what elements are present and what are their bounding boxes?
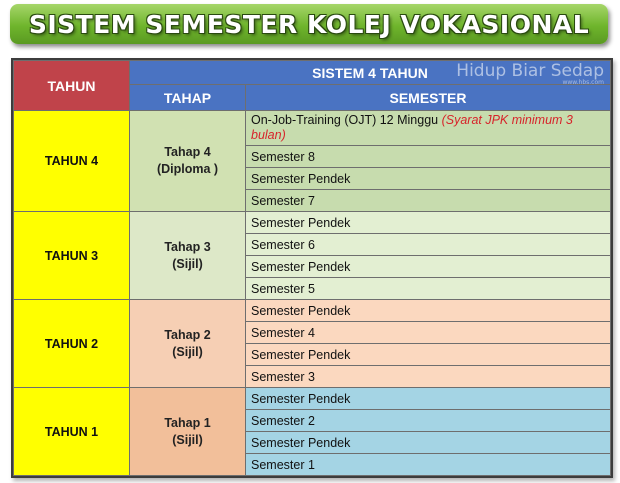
stage-label: Tahap 3 — [164, 239, 211, 254]
table-row — [14, 300, 611, 322]
watermark-text: Hidup Biar Sedap — [456, 61, 604, 81]
header-semester: SEMESTER — [246, 85, 611, 111]
watermark — [456, 62, 604, 86]
semester-cell: Semester Pendek — [246, 432, 611, 454]
year-cell-2: TAHUN 2 — [14, 300, 130, 388]
watermark-subtext: www.hbs.com — [562, 79, 604, 86]
year-cell-3: TAHUN 3 — [14, 212, 130, 300]
semester-cell: Semester 6 — [246, 234, 611, 256]
semester-cell: Semester Pendek — [246, 344, 611, 366]
table-row — [14, 111, 611, 146]
semester-cell: Semester Pendek — [246, 168, 611, 190]
title-banner — [10, 4, 608, 44]
stage-label: Tahap 1 — [164, 415, 211, 430]
semester-cell: Semester 4 — [246, 322, 611, 344]
semester-cell: Semester 3 — [246, 366, 611, 388]
table-row — [14, 212, 611, 234]
semester-cell: Semester 2 — [246, 410, 611, 432]
semester-cell: Semester Pendek — [246, 388, 611, 410]
semester-cell: Semester Pendek — [246, 256, 611, 278]
stage-cell-3 — [130, 212, 246, 300]
header-sistem — [130, 61, 611, 85]
stage-cell-1 — [130, 388, 246, 476]
year-cell-1: TAHUN 1 — [14, 388, 130, 476]
stage-sublabel: (Sijil) — [172, 256, 203, 271]
ojt-note: (Syarat JPK minimum 3 bulan) — [251, 113, 573, 142]
header-tahun: TAHUN — [14, 61, 130, 111]
semester-cell: Semester 5 — [246, 278, 611, 300]
semester-table — [13, 60, 611, 476]
stage-label: Tahap 4 — [164, 145, 211, 159]
stage-sublabel: (Diploma ) — [156, 162, 219, 176]
stage-cell-4 — [130, 111, 246, 212]
ojt-text: On-Job-Training (OJT) 12 Minggu — [251, 113, 442, 127]
stage-sublabel: (Sijil) — [172, 344, 203, 359]
semester-cell: Semester Pendek — [246, 212, 611, 234]
semester-cell: Semester Pendek — [246, 300, 611, 322]
header-sistem-label: SISTEM 4 TAHUN — [312, 64, 428, 81]
stage-label: Tahap 2 — [164, 327, 211, 342]
stage-cell-2 — [130, 300, 246, 388]
year-cell-4: TAHUN 4 — [14, 111, 130, 212]
semester-cell-ojt — [246, 111, 611, 146]
stage-sublabel: (Sijil) — [172, 432, 203, 447]
table-row — [14, 388, 611, 410]
semester-cell: Semester 1 — [246, 454, 611, 476]
semester-cell: Semester 8 — [246, 146, 611, 168]
header-row-top — [14, 61, 611, 85]
semester-cell: Semester 7 — [246, 190, 611, 212]
semester-table-container — [11, 58, 613, 478]
page-title: SISTEM SEMESTER KOLEJ VOKASIONAL — [28, 9, 590, 39]
header-tahap: TAHAP — [130, 85, 246, 111]
